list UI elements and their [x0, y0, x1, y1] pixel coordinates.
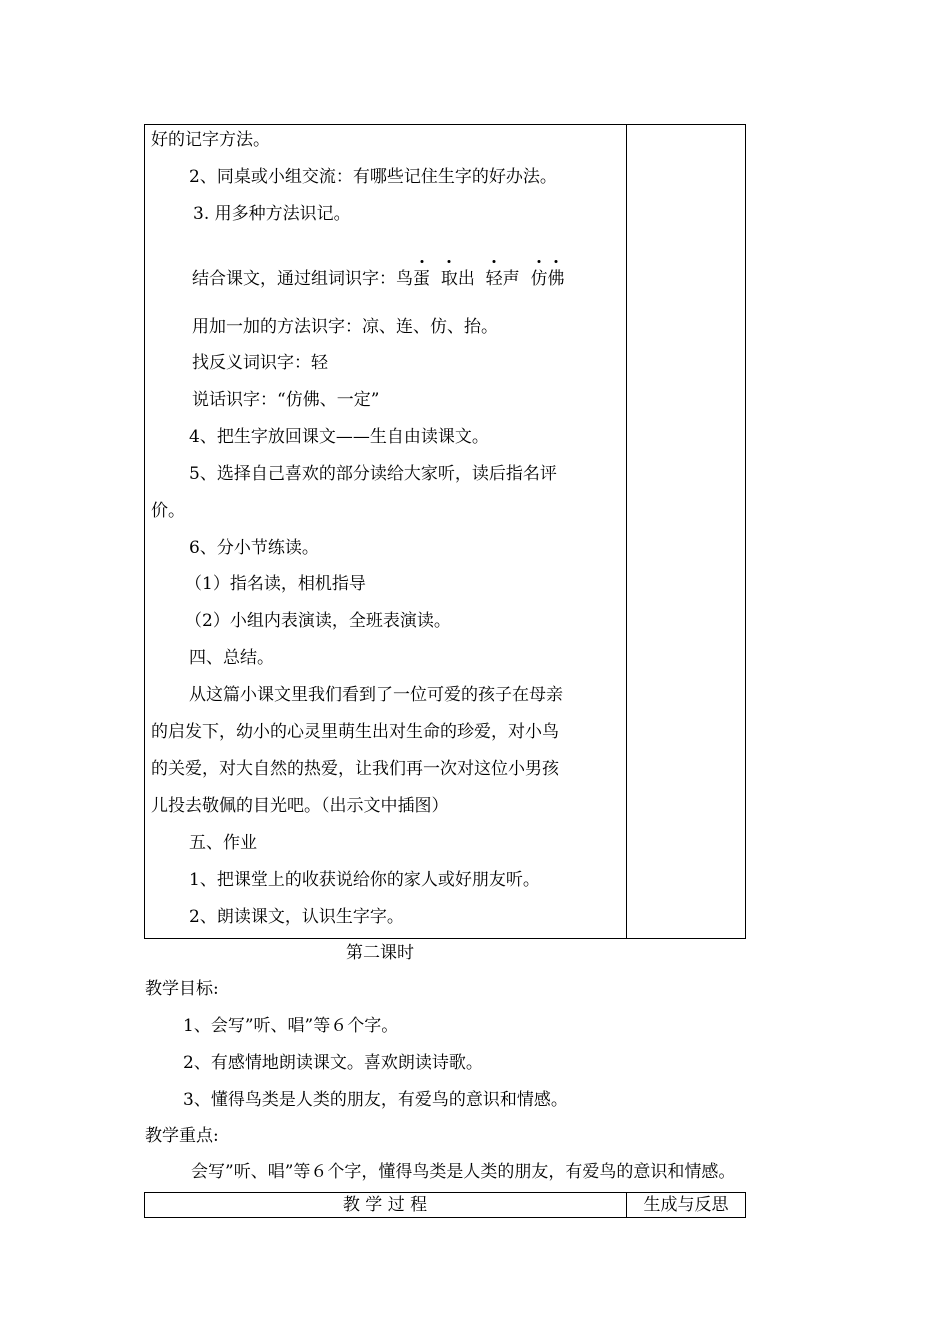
table-2-header-reflection: 生成与反思 — [643, 1195, 729, 1215]
text-line: 1、把课堂上的收获说给你的家人或好朋友听。 — [189, 870, 540, 890]
text-line: 用加一加的方法识字：凉、连、仿、抬。 — [192, 317, 498, 337]
combine-prefix: 结合课文，通过组词识字： — [192, 269, 396, 289]
text-line: 2、朗读课文，认识生字字。 — [189, 907, 404, 927]
combine-text-line — [192, 268, 564, 290]
text-line: 2、同桌或小组交流：有哪些记住生字的好办法。 — [189, 167, 557, 187]
table-1-column-divider — [626, 124, 627, 939]
section-title: 第二课时 — [346, 943, 414, 963]
text-line: 五、作业 — [189, 833, 257, 853]
focus-heading: 教学重点: — [145, 1126, 219, 1146]
text-line: 好的记字方法。 — [151, 130, 270, 150]
word-2-char-2: 出 — [457, 269, 475, 289]
text-line: 从这篇小课文里我们看到了一位可爱的孩子在母亲 — [189, 685, 563, 705]
text-line: 5、选择自己喜欢的部分读给大家听，读后指名评 — [189, 464, 557, 484]
word-4-char-2: 佛 — [547, 269, 565, 289]
focus-text: 会写”听、唱”等６个字，懂得鸟类是人类的朋友，有爱鸟的意识和情感。 — [191, 1162, 736, 1182]
text-line: 4、把生字放回课文——生自由读课文。 — [189, 427, 489, 447]
text-line: 的关爱，对大自然的热爱，让我们再一次对这位小男孩 — [151, 759, 559, 779]
text-line: 找反义词识字：轻 — [192, 353, 328, 373]
goal-item: 1、会写”听、唱”等６个字。 — [183, 1016, 399, 1036]
text-line: 四、总结。 — [189, 648, 274, 668]
text-line: （2）小组内表演读，全班表演读。 — [185, 611, 451, 631]
word-2-char-1: 取 — [440, 269, 458, 289]
goal-item: 3、懂得鸟类是人类的朋友，有爱鸟的意识和情感。 — [183, 1090, 568, 1110]
text-line: 的启发下，幼小的心灵里萌生出对生命的珍爱，对小鸟 — [151, 722, 559, 742]
word-3-char-1: 轻 — [485, 269, 503, 289]
word-4-char-1: 仿 — [530, 269, 548, 289]
word-3-char-2: 声 — [502, 269, 520, 289]
text-line: 价。 — [151, 501, 185, 521]
table-2-header-process: 教 学 过 程 — [342, 1195, 428, 1215]
text-line: （1）指名读，相机指导 — [185, 574, 366, 594]
text-line: 3. 用多种方法识记。 — [193, 204, 351, 224]
goal-item: 2、有感情地朗读课文。喜欢朗读诗歌。 — [183, 1053, 483, 1073]
text-line: 6、分小节练读。 — [189, 538, 319, 558]
text-line: 儿投去敬佩的目光吧。（出示文中插图） — [151, 796, 449, 816]
word-1-char-2: 蛋 — [413, 269, 430, 289]
goals-heading: 教学目标: — [145, 979, 219, 999]
text-line: 说话识字：“仿佛、一定” — [192, 390, 380, 410]
word-1-char-1: 鸟 — [396, 269, 413, 289]
